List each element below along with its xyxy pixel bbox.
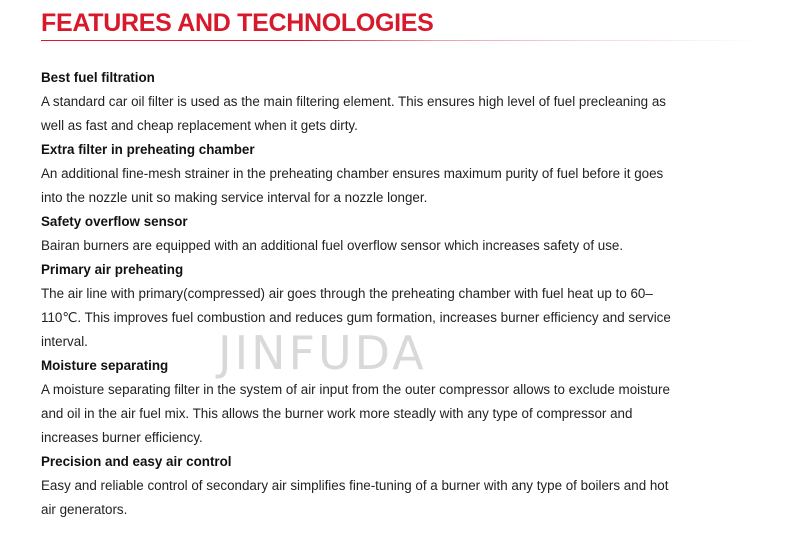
feature-text-line: A standard car oil filter is used as the main filtering element. This ensures high level of fuel precleaning as bbox=[41, 94, 666, 109]
feature-text-line: A moisture separating filter in the system of air input from the outer compressor allows to exclude moisture bbox=[41, 382, 670, 397]
feature-text-line: The air line with primary(compressed) air goes through the preheating chamber with fuel heat up to 60– bbox=[41, 286, 653, 301]
feature-extra-filter bbox=[41, 138, 751, 210]
feature-moisture-separating bbox=[41, 354, 751, 450]
feature-text-line: and oil in the air fuel mix. This allows the burner work more steadly with any type of compressor and bbox=[41, 406, 633, 421]
feature-text-line: into the nozzle unit so making service interval for a nozzle longer. bbox=[41, 190, 428, 205]
watermark-text: JINFUDA bbox=[218, 326, 427, 380]
feature-text-line: interval. bbox=[41, 334, 88, 349]
feature-title: Moisture separating bbox=[41, 358, 169, 373]
feature-text-line: air generators. bbox=[41, 502, 128, 517]
feature-title: Extra filter in preheating chamber bbox=[41, 142, 255, 157]
feature-title: Safety overflow sensor bbox=[41, 214, 188, 229]
feature-precision-air-control bbox=[41, 450, 751, 522]
feature-safety-overflow-sensor bbox=[41, 210, 751, 258]
feature-text-line: 110℃. This improves fuel combustion and reduces gum formation, increases burner efficiency and service bbox=[41, 310, 671, 325]
feature-text-line: well as fast and cheap replacement when it gets dirty. bbox=[41, 118, 358, 133]
title-underline bbox=[41, 40, 761, 41]
feature-text-line: An additional fine-mesh strainer in the preheating chamber ensures maximum purity of fuel before it goes bbox=[41, 166, 664, 181]
feature-primary-air-preheating bbox=[41, 258, 751, 354]
page-title: FEATURES AND TECHNOLOGIES bbox=[41, 9, 434, 37]
feature-text-line: Bairan burners are equipped with an additional fuel overflow sensor which increases safety of use. bbox=[41, 238, 624, 253]
feature-text-line: Easy and reliable control of secondary air simplifies fine-tuning of a burner with any type of boilers and hot bbox=[41, 478, 669, 493]
feature-title: Precision and easy air control bbox=[41, 454, 232, 469]
features-list bbox=[41, 66, 751, 522]
feature-title: Best fuel filtration bbox=[41, 70, 155, 85]
feature-text-line: increases burner efficiency. bbox=[41, 430, 203, 445]
feature-title: Primary air preheating bbox=[41, 262, 184, 277]
feature-best-fuel-filtration bbox=[41, 66, 751, 138]
